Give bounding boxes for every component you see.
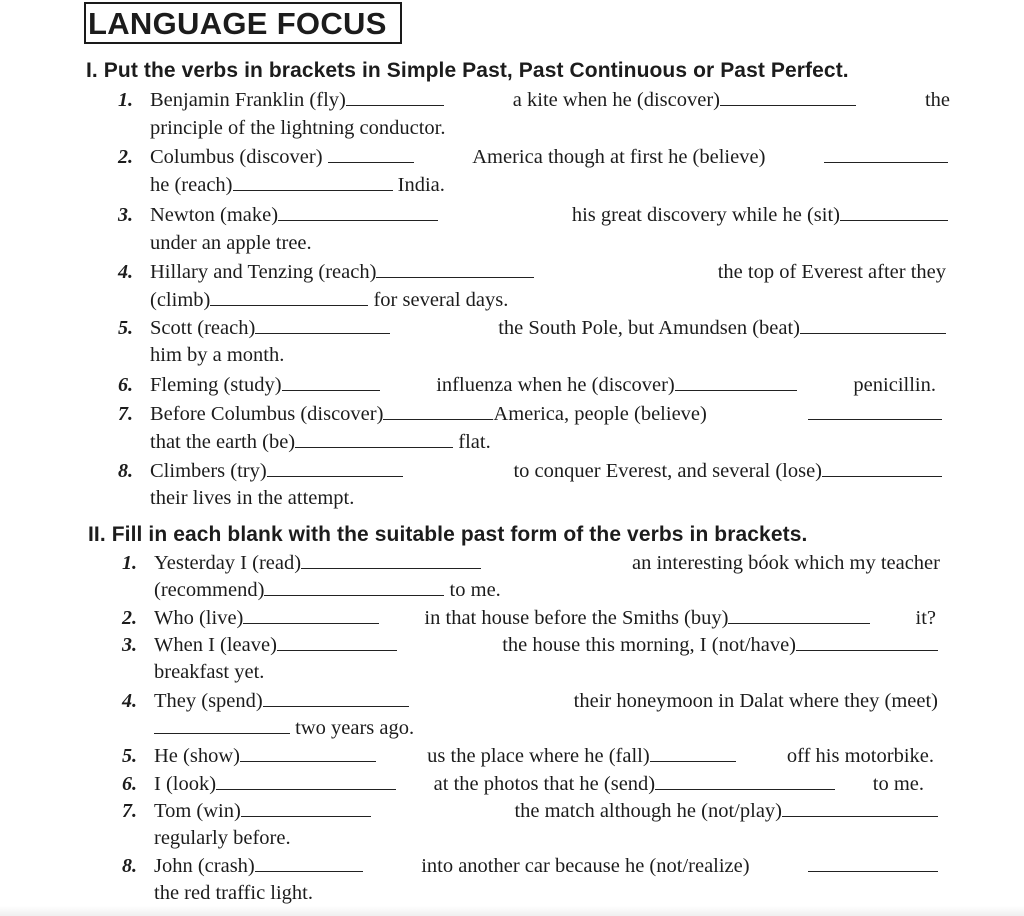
exercise-line [154,716,414,740]
answer-blank[interactable] [346,88,444,106]
exercise-line [150,430,491,454]
answer-blank[interactable] [267,459,403,477]
answer-blank[interactable] [233,173,393,191]
exercise-text: at the photos that he (send) [433,773,656,795]
answer-blank[interactable] [796,633,938,651]
exercise-text: the South Pole, but Amundsen (beat) [498,317,800,339]
item-number: 4. [122,690,137,712]
answer-blank[interactable] [301,551,481,569]
answer-blank[interactable] [728,606,870,624]
exercise-line [154,799,938,823]
item-number: 8. [118,460,133,482]
exercise-text: him by a month. [150,344,285,366]
item-number: 3. [118,204,133,226]
answer-blank[interactable] [383,402,493,420]
exercise-text: principle of the lightning conductor. [150,117,446,139]
answer-blank[interactable] [822,459,942,477]
answer-blank[interactable] [675,373,797,391]
exercise-text: He (show) [154,745,240,767]
exercise-text: America though at first he (believe) [472,146,766,168]
exercise-text: (climb) [150,289,211,311]
page-title: LANGUAGE FOCUS [84,2,402,44]
item-number: 7. [118,403,133,425]
exercise-text: to me. [872,773,924,795]
answer-blank[interactable] [210,288,368,306]
exercise-text: an interesting bóok which my teacher [632,552,940,574]
answer-blank[interactable] [278,203,438,221]
exercise-text: to conquer Everest, and several (lose) [513,460,822,482]
exercise-text: John (crash) [154,855,255,877]
answer-blank[interactable] [240,744,376,762]
answer-blank[interactable] [282,373,380,391]
section1-heading: I. Put the verbs in brackets in Simple Past, Past Continuous or Past Perfect. [86,59,849,82]
exercise-line [150,260,946,284]
exercise-text: two years ago. [295,717,415,739]
exercise-line [150,173,445,197]
exercise-text: the top of Everest after they [717,261,946,283]
exercise-line [154,854,938,878]
answer-blank[interactable] [782,799,938,817]
answer-blank[interactable] [800,316,946,334]
answer-blank[interactable] [243,606,379,624]
exercise-text: his great discovery while he (sit) [571,204,840,226]
exercise-line [154,744,934,768]
exercise-text: Climbers (try) [150,460,267,482]
exercise-text: Columbus (discover) [150,146,323,168]
exercise-text: a kite when he (discover) [512,89,720,111]
exercise-text: their lives in the attempt. [150,487,355,509]
answer-blank[interactable] [241,799,371,817]
answer-blank[interactable] [255,316,390,334]
exercise-text: Newton (make) [150,204,279,226]
exercise-line [154,606,936,630]
answer-blank[interactable] [824,145,948,163]
answer-blank[interactable] [840,203,948,221]
exercise-line [150,459,942,483]
item-number: 5. [118,317,133,339]
exercise-text: the red traffic light. [154,882,314,904]
item-number: 4. [118,261,133,283]
answer-blank[interactable] [808,854,938,872]
answer-blank[interactable] [255,854,363,872]
exercise-text: regularly before. [154,827,291,849]
exercise-text: that the earth (be) [150,431,296,453]
exercise-line [150,88,950,112]
section2-heading: II. Fill in each blank with the suitable past form of the verbs in brackets. [88,523,808,546]
exercise-text: penicillin. [853,374,936,396]
exercise-text: it? [915,607,936,629]
answer-blank[interactable] [277,633,397,651]
exercise-text: off his motorbike. [786,745,934,767]
exercise-text: Who (live) [154,607,244,629]
answer-blank[interactable] [328,145,414,163]
item-number: 6. [122,773,137,795]
exercise-text: Before Columbus (discover) [150,403,384,425]
exercise-text: for several days. [373,289,509,311]
answer-blank[interactable] [655,772,835,790]
exercise-line [150,316,946,340]
answer-blank[interactable] [154,716,290,734]
exercise-text: America, people (believe) [493,403,707,425]
exercise-line [154,551,940,575]
exercise-text: Hillary and Tenzing (reach) [150,261,377,283]
item-number: 2. [122,607,137,629]
answer-blank[interactable] [650,744,736,762]
exercise-text: Fleming (study) [150,374,282,396]
exercise-text: Scott (reach) [150,317,256,339]
answer-blank[interactable] [264,578,444,596]
answer-blank[interactable] [720,88,856,106]
item-number: 1. [122,552,137,574]
exercise-text: flat. [458,431,491,453]
exercise-text: (recommend) [154,579,265,601]
exercise-line [154,578,501,602]
exercise-text: the match although he (not/play) [514,800,782,822]
exercise-text: the [924,89,950,111]
exercise-text: They (spend) [154,690,263,712]
exercise-text: When I (leave) [154,634,277,656]
exercise-text: under an apple tree. [150,232,312,254]
exercise-text: Tom (win) [154,800,241,822]
exercise-text: India. [397,174,445,196]
item-number: 6. [118,374,133,396]
exercise-text: to me. [449,579,501,601]
exercise-line [154,633,938,657]
item-number: 2. [118,146,133,168]
item-number: 3. [122,634,137,656]
exercise-text: in that house before the Smiths (buy) [424,607,729,629]
exercise-line [154,772,924,796]
answer-blank[interactable] [263,689,409,707]
exercise-text: Yesterday I (read) [154,552,302,574]
item-number: 1. [118,89,133,111]
exercise-line [150,373,936,397]
answer-blank[interactable] [295,430,453,448]
exercise-line [150,203,948,227]
exercise-text: Benjamin Franklin (fly) [150,89,346,111]
exercise-text: their honeymoon in Dalat where they (meet) [573,690,938,712]
exercise-text: breakfast yet. [154,661,265,683]
exercise-text: I (look) [154,773,217,795]
page-edge-shadow [0,906,1024,916]
exercise-text: into another car because he (not/realize) [421,855,750,877]
exercise-text: influenza when he (discover) [436,374,675,396]
exercise-text: he (reach) [150,174,233,196]
exercise-text: us the place where he (fall) [427,745,650,767]
exercise-line [150,145,948,169]
answer-blank[interactable] [808,402,942,420]
answer-blank[interactable] [216,772,396,790]
exercise-line [150,402,942,426]
item-number: 5. [122,745,137,767]
exercise-text: the house this morning, I (not/have) [502,634,796,656]
exercise-line [150,288,508,312]
item-number: 7. [122,800,137,822]
answer-blank[interactable] [376,260,534,278]
exercise-line [154,689,938,713]
item-number: 8. [122,855,137,877]
